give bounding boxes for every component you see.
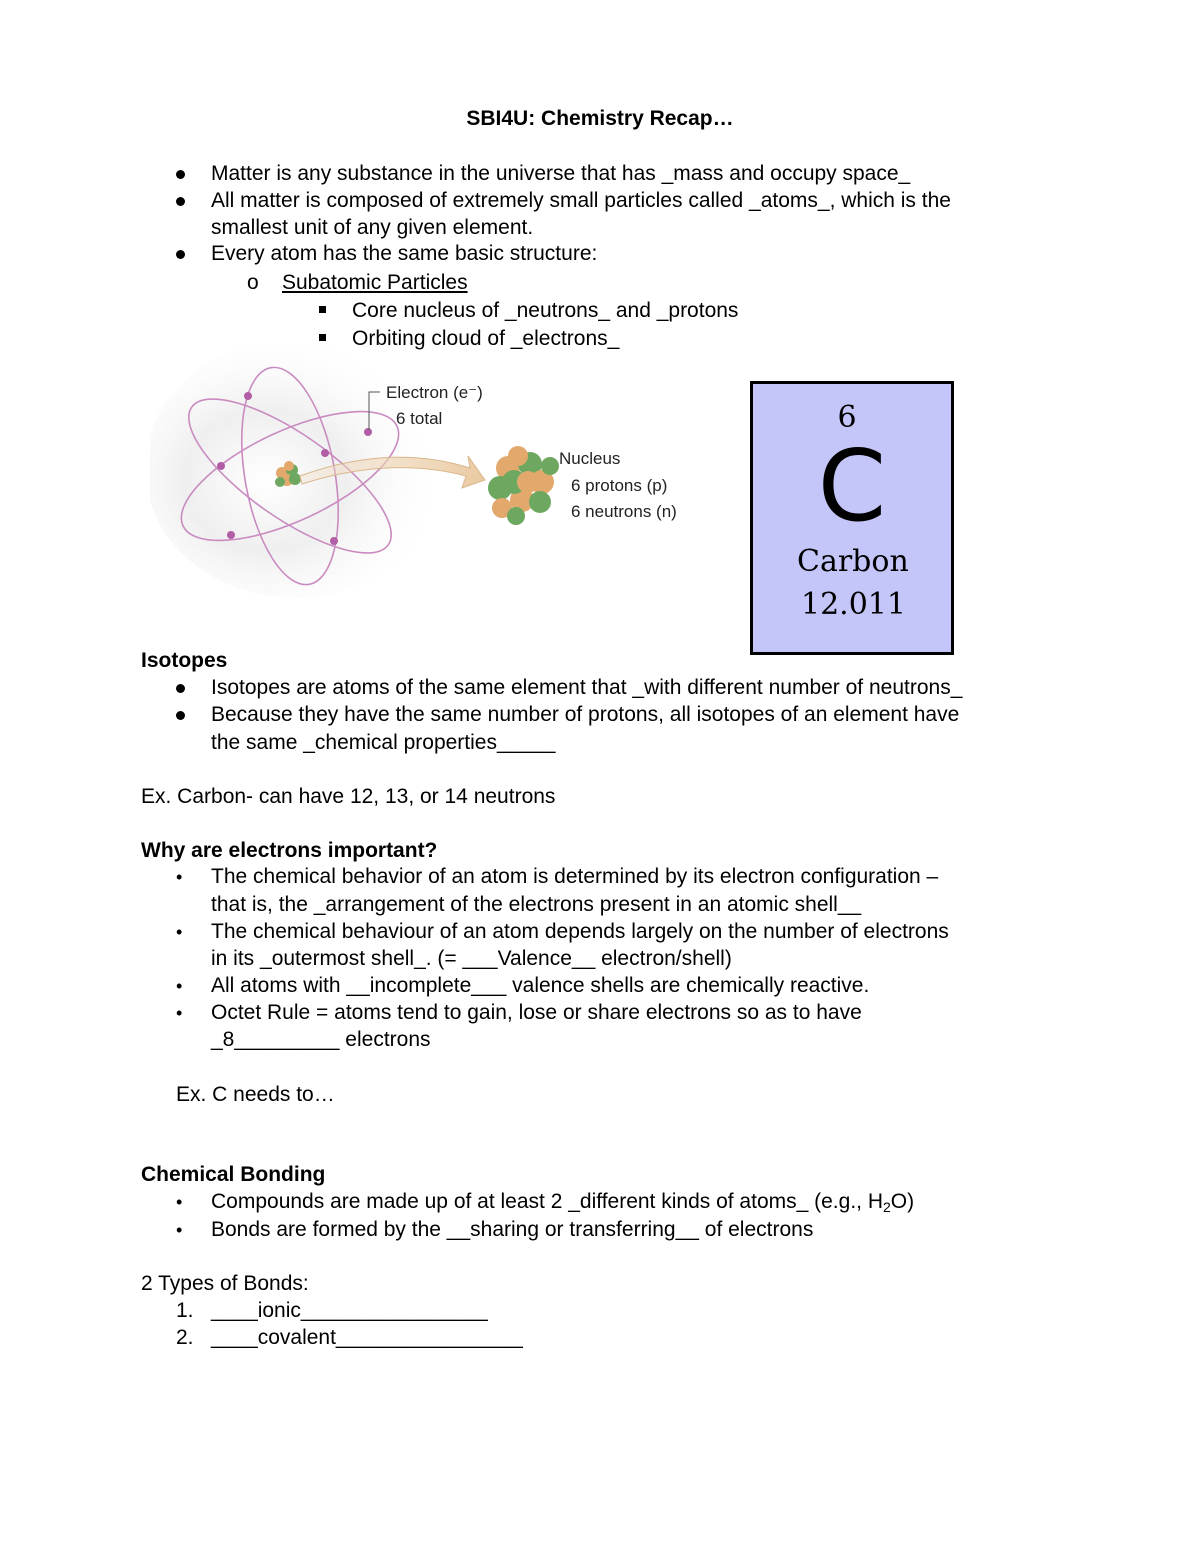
isotopes-heading: Isotopes	[141, 649, 228, 672]
bonding-bullet-1-end: O)	[890, 1190, 915, 1213]
page-title: SBI4U: Chemistry Recap…	[466, 107, 734, 130]
subatomic-item-1: Core nucleus of _neutrons_ and _protons	[352, 299, 739, 322]
bullet-glyph: •	[176, 1003, 183, 1023]
electrons-bullet-2-line-1: The chemical behaviour of an atom depends largely on the number of electrons	[211, 920, 949, 943]
subatomic-particles-heading: Subatomic Particles	[282, 271, 468, 294]
element-name: Carbon	[797, 544, 909, 579]
intro-bullet-2-line-2: smallest unit of any given element.	[211, 216, 534, 239]
electron-label: Electron (e⁻)	[386, 383, 483, 402]
intro-bullet-1: Matter is any substance in the universe that has _mass and occupy space_	[211, 162, 911, 185]
bullet-dot	[176, 170, 185, 179]
electrons-bullet-3: All atoms with __incomplete___ valence shells are chemically reactive.	[211, 974, 870, 997]
bullet-dot	[176, 197, 185, 206]
electrons-bullet-4-line-2: _8_________ electrons	[211, 1028, 431, 1051]
element-symbol: C	[817, 430, 887, 544]
electrons-bullet-4-line-1: Octet Rule = atoms tend to gain, lose or share electrons so as to have	[211, 1001, 862, 1024]
isotopes-bullet-2-line-1: Because they have the same number of protons, all isotopes of an element have	[211, 703, 960, 726]
electrons-example: Ex. C needs to…	[176, 1083, 335, 1106]
bonding-bullet-1-text: Compounds are made up of at least 2 _different kinds of atoms_ (e.g., H	[211, 1190, 883, 1213]
list-number: 1.	[176, 1299, 194, 1322]
electron-total-label: 6 total	[396, 409, 443, 428]
bond-type-2: ____covalent________________	[211, 1326, 523, 1349]
electrons-bullet-1-line-2: that is, the _arrangement of the electrons present in an atomic shell__	[211, 893, 862, 916]
isotopes-bullet-2-line-2: the same _chemical properties_____	[211, 731, 556, 754]
bullet-dot	[176, 711, 185, 720]
bullet-glyph: •	[176, 867, 183, 887]
electrons-heading: Why are electrons important?	[141, 839, 438, 862]
carbon-element-tile	[750, 381, 954, 655]
bonding-heading: Chemical Bonding	[141, 1163, 326, 1186]
isotopes-example: Ex. Carbon- can have 12, 13, or 14 neutrons	[141, 785, 556, 808]
atomic-mass: 12.011	[801, 587, 906, 622]
atomic-number: 6	[837, 400, 857, 435]
bullet-glyph: •	[176, 1192, 183, 1212]
neutrons-label: 6 neutrons (n)	[571, 502, 677, 521]
bullet-dot	[176, 250, 185, 259]
isotopes-bullet-1: Isotopes are atoms of the same element that _with different number of neutrons_	[211, 676, 963, 699]
intro-bullet-3: Every atom has the same basic structure:	[211, 242, 598, 265]
bullet-square	[319, 306, 326, 313]
bullet-square	[319, 334, 326, 341]
bonding-bullet-2: Bonds are formed by the __sharing or transferring__ of electrons	[211, 1218, 814, 1241]
bullet-glyph: •	[176, 976, 183, 996]
bonding-bullet-1	[211, 1190, 914, 1215]
bond-types-label: 2 Types of Bonds:	[141, 1272, 309, 1295]
intro-bullet-2-line-1: All matter is composed of extremely small particles called _atoms_, which is the	[211, 189, 951, 212]
nucleus-label: Nucleus	[559, 449, 621, 468]
circle-bullet: o	[247, 271, 259, 294]
electrons-bullet-1-line-1: The chemical behavior of an atom is determined by its electron configuration –	[211, 865, 939, 888]
large-nucleus	[488, 446, 559, 525]
bond-type-1: ____ionic________________	[211, 1299, 488, 1322]
electrons-bullet-2-line-2: in its _outermost shell_. (= ___Valence__ electron/shell)	[211, 947, 732, 970]
bullet-glyph: •	[176, 922, 183, 942]
bullet-glyph: •	[176, 1220, 183, 1240]
list-number: 2.	[176, 1326, 194, 1349]
protons-label: 6 protons (p)	[571, 476, 668, 495]
bullet-dot	[176, 684, 185, 693]
water-subscript: 2	[883, 1199, 891, 1215]
subatomic-item-2: Orbiting cloud of _electrons_	[352, 327, 620, 350]
